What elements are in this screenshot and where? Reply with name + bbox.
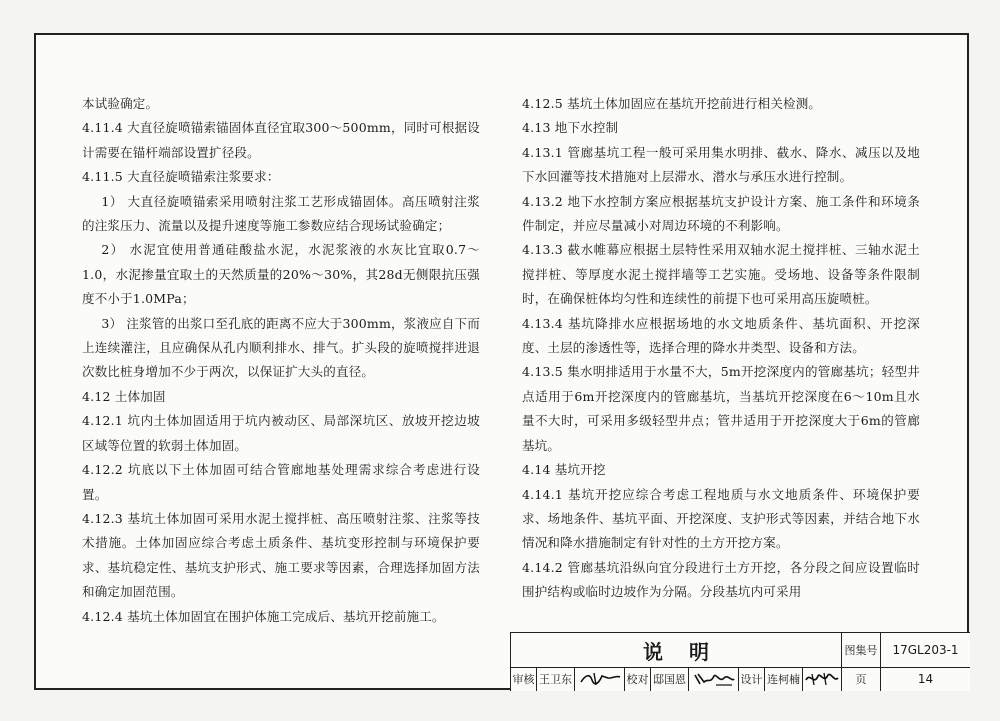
paragraph: 4.12.4 基坑土体加固宜在围护体施工完成后、基坑开挖前施工。 [82,608,445,624]
atlas-number-label: 图集号 [842,633,881,667]
paragraph: 4.12.2 坑底以下土体加固可结合管廊地基处理需求综合考虑进行设置。 [82,462,480,502]
title-block-row-bottom [511,667,970,691]
paragraph: 4.13.3 截水帷幕应根据土层特性采用双轴水泥土搅拌桩、三轴水泥土搅拌桩、等厚度水泥土搅拌墙等工艺实施。受场地、设备等条件限制时，在确保桩体均匀性和连续性的前提下也可采用高压旋喷桩。 [522,242,920,307]
paragraph: 4.12.3 基坑土体加固可采用水泥土搅拌桩、高压喷射注浆、注浆等技术措施。土体加固应综合考虑土质条件、基坑变形控制与环境保护要求、基坑稳定性、基坑支护形式、施工要求等因素，合理选择加固方法和确定加固范围。 [82,510,480,600]
paragraph: 4.13.1 管廊基坑工程一般可采用集水明排、截水、降水、减压以及地下水回灌等技术措施对上层滞水、潜水与承压水进行控制。 [522,144,920,185]
design-signature [803,667,842,691]
review-name: 王卫东 [537,667,575,691]
title-block [510,632,970,691]
paragraph: 4.13 地下水控制 [522,120,619,136]
paragraph: 本试验确定。 [82,96,159,111]
atlas-number: 17GL203-1 [892,643,959,657]
paragraph: 1） 大直径旋喷锚索采用喷射注浆工艺形成锚固体。高压喷射注浆的注浆压力、流量以及提升速度等施工参数应结合现场试验确定； [82,193,480,234]
paragraph: 3） 注浆管的出浆口至孔底的距离不应大于300mm，浆液应自下而上连续灌注，且应确保从孔内顺利排水、排气。扩头段的旋喷搅拌进退次数比桩身增加不少于两次，以保证扩大头的直径。 [82,315,480,380]
right-text-column [522,92,920,605]
sheet-title: 说明 [511,633,842,667]
design-name: 连柯楠 [765,667,803,691]
review-label: 审核 [511,667,537,691]
paragraph: 4.12.1 坑内土体加固适用于坑内被动区、局部深坑区、放坡开挖边坡区域等位置的软弱土体加固。 [82,413,480,453]
check-signature [689,667,739,691]
title-block-row-top [511,633,970,668]
paragraph: 4.11.5 大直径旋喷锚索注浆要求： [82,169,280,185]
drawing-sheet [34,33,969,690]
paragraph: 4.13.4 基坑降排水应根据场地的水文地质条件、基坑面积、开挖深度、土层的渗透性等，选择合理的降水井类型、设备和方法。 [522,315,920,356]
paragraph: 4.13.5 集水明排适用于水量不大，5m开挖深度内的管廊基坑；轻型井点适用于6m开挖深度内的管廊基坑，当基坑开挖深度在6～10m且水量不大时，可采用多级轻型井点；管井适用于开挖深度大于6m的管廊基坑。 [522,364,920,453]
paragraph: 2） 水泥宜使用普通硅酸盐水泥，水泥浆液的水灰比宜取0.7～1.0，水泥掺量宜取土的天然质量的20%～30%，其28d无侧限抗压强度不小于1.0MPa； [82,242,480,307]
paragraph: 4.14.2 管廊基坑沿纵向宜分段进行土方开挖，各分段之间应设置临时围护结构或临时边坡作为分隔。分段基坑内可采用 [522,559,920,600]
paragraph: 4.12 土体加固 [82,388,166,404]
page-label: 页 [842,667,881,691]
paragraph: 4.11.4 大直径旋喷锚索锚固体直径宜取300～500mm，同时可根据设计需要在锚杆端部设置扩径段。 [82,120,480,160]
page-number: 14 [917,672,934,686]
review-signature [575,667,625,691]
paragraph: 4.14.1 基坑开挖应综合考虑工程地质与水文地质条件、环境保护要求、场地条件、基坑平面、开挖深度、支护形式等因素，并结合地下水情况和降水措施制定有针对性的土方开挖方案。 [522,486,920,551]
design-signature-mark [804,670,840,688]
check-signature-mark [692,670,736,688]
paragraph: 4.12.5 基坑土体加固应在基坑开挖前进行相关检测。 [522,96,822,111]
paragraph: 4.14 基坑开挖 [522,462,606,478]
check-name: 邸国恩 [651,667,689,691]
design-label: 设计 [739,667,765,691]
review-signature-mark [578,670,622,688]
check-label: 校对 [625,667,651,691]
paragraph: 4.13.2 地下水控制方案应根据基坑支护设计方案、施工条件和环境条件制定，并应尽量减小对周边环境的不利影响。 [522,193,920,234]
left-text-column [82,92,480,629]
